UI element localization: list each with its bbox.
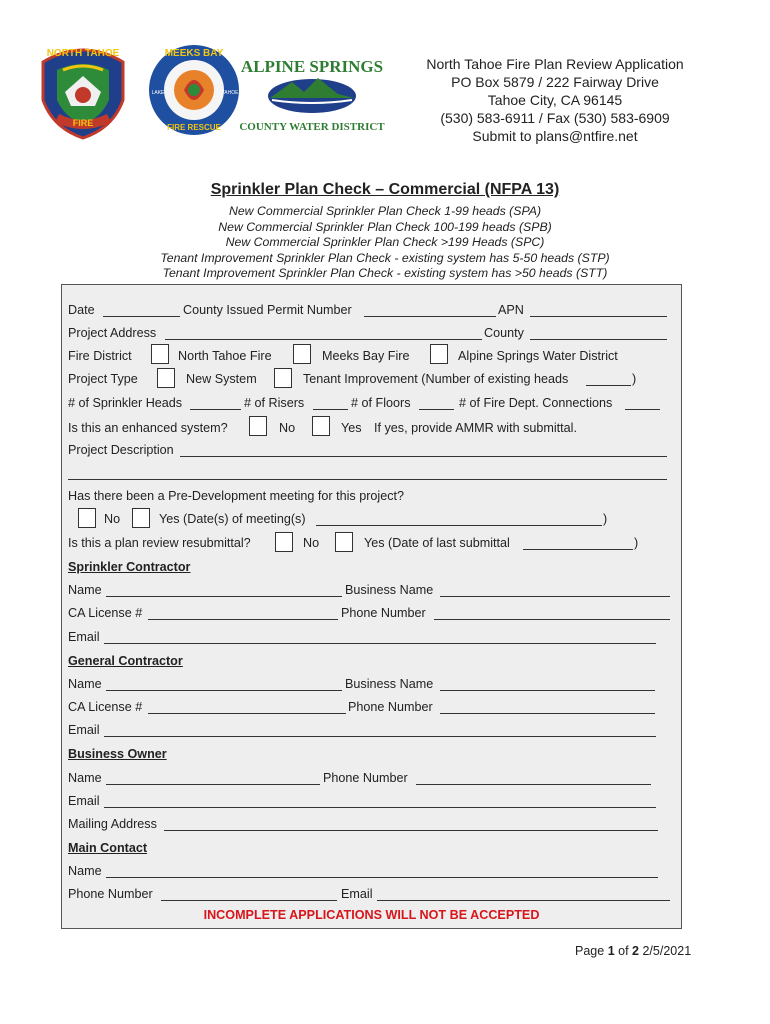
type-spa: New Commercial Sprinkler Plan Check 1-99 heads (SPA): [228, 204, 542, 218]
agency-name: North Tahoe Fire Plan Review Application: [426, 56, 684, 72]
existing-heads-field[interactable]: [586, 372, 631, 386]
north-tahoe-fire-checkbox[interactable]: [151, 344, 169, 364]
resubmittal-no-checkbox[interactable]: [275, 532, 293, 552]
new-system-label: New System: [186, 372, 257, 386]
gc-phone-label: Phone Number: [348, 700, 433, 714]
sc-business-name-field[interactable]: [440, 583, 670, 597]
sprinkler-heads-label: # of Sprinkler Heads: [68, 396, 183, 410]
gc-business-name-field[interactable]: [440, 677, 655, 691]
sc-phone-label: Phone Number: [341, 606, 426, 620]
page-total: 2: [632, 944, 639, 958]
revision-date: 2/5/2021: [642, 944, 692, 958]
agency-email: Submit to plans@ntfire.net: [472, 128, 638, 144]
project-address-label: Project Address: [68, 326, 157, 340]
gc-license-field[interactable]: [148, 700, 346, 714]
project-address-field[interactable]: [165, 326, 482, 340]
fire-dept-connections-label: # of Fire Dept. Connections: [459, 396, 613, 410]
sprinkler-contractor-heading: Sprinkler Contractor: [68, 560, 191, 574]
gc-name-field[interactable]: [106, 677, 342, 691]
of-word: of: [618, 944, 629, 958]
incomplete-warning: INCOMPLETE APPLICATIONS WILL NOT BE ACCEPTED: [203, 908, 540, 922]
county-label: County: [484, 326, 524, 340]
main-contact-heading: Main Contact: [68, 841, 148, 855]
svg-text:MEEKS BAY: MEEKS BAY: [164, 48, 224, 59]
sc-email-field[interactable]: [104, 630, 656, 644]
apn-field[interactable]: [530, 303, 667, 317]
permit-label: County Issued Permit Number: [183, 303, 352, 317]
meeks-bay-fire-checkbox[interactable]: [293, 344, 311, 364]
project-description-field[interactable]: [180, 443, 667, 457]
agency-info: [405, 55, 705, 145]
date-label: Date: [68, 303, 95, 317]
svg-text:LAKE: LAKE: [151, 90, 165, 96]
gc-email-field[interactable]: [104, 723, 656, 737]
bo-name-field[interactable]: [106, 771, 320, 785]
svg-text:NORTH TAHOE: NORTH TAHOE: [46, 48, 120, 59]
predev-yes-label: Yes (Date(s) of meeting(s): [159, 512, 306, 526]
svg-text:COUNTY WATER DISTRICT: COUNTY WATER DISTRICT: [239, 121, 385, 133]
sc-name-field[interactable]: [106, 583, 342, 597]
enhanced-no-label: No: [279, 421, 296, 435]
enhanced-system-label: Is this an enhanced system?: [68, 421, 228, 435]
predev-no-label: No: [104, 512, 121, 526]
mc-name-field[interactable]: [106, 864, 658, 878]
floors-label: # of Floors: [351, 396, 411, 410]
tenant-improvement-label: Tenant Improvement (Number of existing heads: [303, 372, 569, 386]
form-title: Sprinkler Plan Check – Commercial (NFPA 13): [210, 181, 560, 198]
gc-license-label: CA License #: [68, 700, 143, 714]
business-owner-heading: Business Owner: [68, 747, 167, 761]
predev-dates-field[interactable]: [316, 512, 602, 526]
project-description-label: Project Description: [68, 443, 174, 457]
sc-phone-field[interactable]: [434, 606, 670, 620]
resubmittal-yes-checkbox[interactable]: [335, 532, 353, 552]
risers-field[interactable]: [313, 396, 348, 410]
project-description-field-line2[interactable]: [68, 466, 667, 480]
meeks-bay-fire-label: Meeks Bay Fire: [322, 349, 410, 363]
fire-dept-connections-field[interactable]: [625, 396, 660, 410]
sc-email-label: Email: [68, 630, 100, 644]
general-contractor-heading: General Contractor: [68, 654, 183, 668]
enhanced-no-checkbox[interactable]: [249, 416, 267, 436]
predev-question: Has there been a Pre-Development meeting for this project?: [68, 489, 405, 503]
resubmittal-yes-label: Yes (Date of last submittal: [364, 536, 510, 550]
north-tahoe-fire-logo: [33, 40, 133, 140]
alpine-springs-logo: [239, 50, 385, 134]
last-submittal-date-field[interactable]: [523, 536, 633, 550]
sprinkler-heads-field[interactable]: [190, 396, 241, 410]
date-field[interactable]: [103, 303, 180, 317]
gc-phone-field[interactable]: [440, 700, 655, 714]
permit-number-field[interactable]: [364, 303, 496, 317]
resubmittal-close: ): [634, 536, 639, 550]
svg-text:FIRE: FIRE: [72, 118, 94, 128]
agency-city: Tahoe City, CA 96145: [487, 92, 623, 108]
gc-business-name-label: Business Name: [345, 677, 434, 691]
fire-district-label: Fire District: [68, 349, 132, 363]
page-word: Page: [575, 944, 605, 958]
bo-mailing-address-label: Mailing Address: [68, 817, 157, 831]
bo-mailing-address-field[interactable]: [164, 817, 658, 831]
predev-no-checkbox[interactable]: [78, 508, 96, 528]
bo-phone-label: Phone Number: [323, 771, 408, 785]
page-number: 1: [607, 944, 615, 958]
risers-label: # of Risers: [244, 396, 305, 410]
tenant-improvement-checkbox[interactable]: [274, 368, 292, 388]
bo-email-field[interactable]: [104, 794, 656, 808]
existing-heads-close: ): [632, 372, 637, 386]
svg-text:TAHOE: TAHOE: [221, 90, 239, 96]
enhanced-yes-label: Yes: [341, 421, 362, 435]
plan-check-types: [0, 204, 770, 282]
agency-phone: (530) 583-6911 / Fax (530) 583-6909: [440, 110, 670, 126]
svg-text:ALPINE SPRINGS: ALPINE SPRINGS: [240, 57, 384, 76]
mc-phone-label: Phone Number: [68, 887, 153, 901]
bo-email-label: Email: [68, 794, 100, 808]
predev-close: ): [603, 512, 608, 526]
mc-email-label: Email: [341, 887, 373, 901]
gc-name-label: Name: [68, 677, 102, 691]
new-system-checkbox[interactable]: [157, 368, 175, 388]
bo-phone-field[interactable]: [416, 771, 651, 785]
agency-address: PO Box 5879 / 222 Fairway Drive: [451, 74, 659, 90]
type-spb: New Commercial Sprinkler Plan Check 100-199 heads (SPB): [218, 219, 552, 234]
resubmittal-no-label: No: [303, 536, 320, 550]
alpine-springs-checkbox[interactable]: [430, 344, 448, 364]
mc-name-label: Name: [68, 864, 102, 878]
mc-phone-field[interactable]: [161, 887, 337, 901]
sc-business-name-label: Business Name: [345, 583, 434, 597]
gc-email-label: Email: [68, 723, 100, 737]
resubmittal-question: Is this a plan review resubmittal?: [68, 536, 251, 550]
alpine-springs-label: Alpine Springs Water District: [458, 349, 618, 363]
ammr-note: If yes, provide AMMR with submittal.: [374, 421, 577, 435]
floors-field[interactable]: [419, 396, 454, 410]
meeks-bay-fire-rescue-logo: [146, 40, 242, 140]
enhanced-yes-checkbox[interactable]: [312, 416, 330, 436]
north-tahoe-fire-label: North Tahoe Fire: [178, 349, 272, 363]
sc-license-field[interactable]: [148, 606, 338, 620]
predev-yes-checkbox[interactable]: [132, 508, 150, 528]
page-footer: [575, 944, 691, 958]
sc-license-label: CA License #: [68, 606, 143, 620]
sc-name-label: Name: [68, 583, 102, 597]
county-field[interactable]: [530, 326, 667, 340]
mc-email-field[interactable]: [377, 887, 670, 901]
project-type-label: Project Type: [68, 372, 138, 386]
bo-name-label: Name: [68, 771, 102, 785]
apn-label: APN: [498, 303, 524, 317]
type-spc: New Commercial Sprinkler Plan Check >199 Heads (SPC): [225, 235, 545, 250]
type-stp: Tenant Improvement Sprinkler Plan Check - existing system has 5-50 heads (STP): [160, 250, 610, 265]
type-stt: Tenant Improvement Sprinkler Plan Check - existing system has >50 heads (STT): [162, 266, 608, 281]
svg-text:FIRE RESCUE: FIRE RESCUE: [167, 123, 221, 132]
